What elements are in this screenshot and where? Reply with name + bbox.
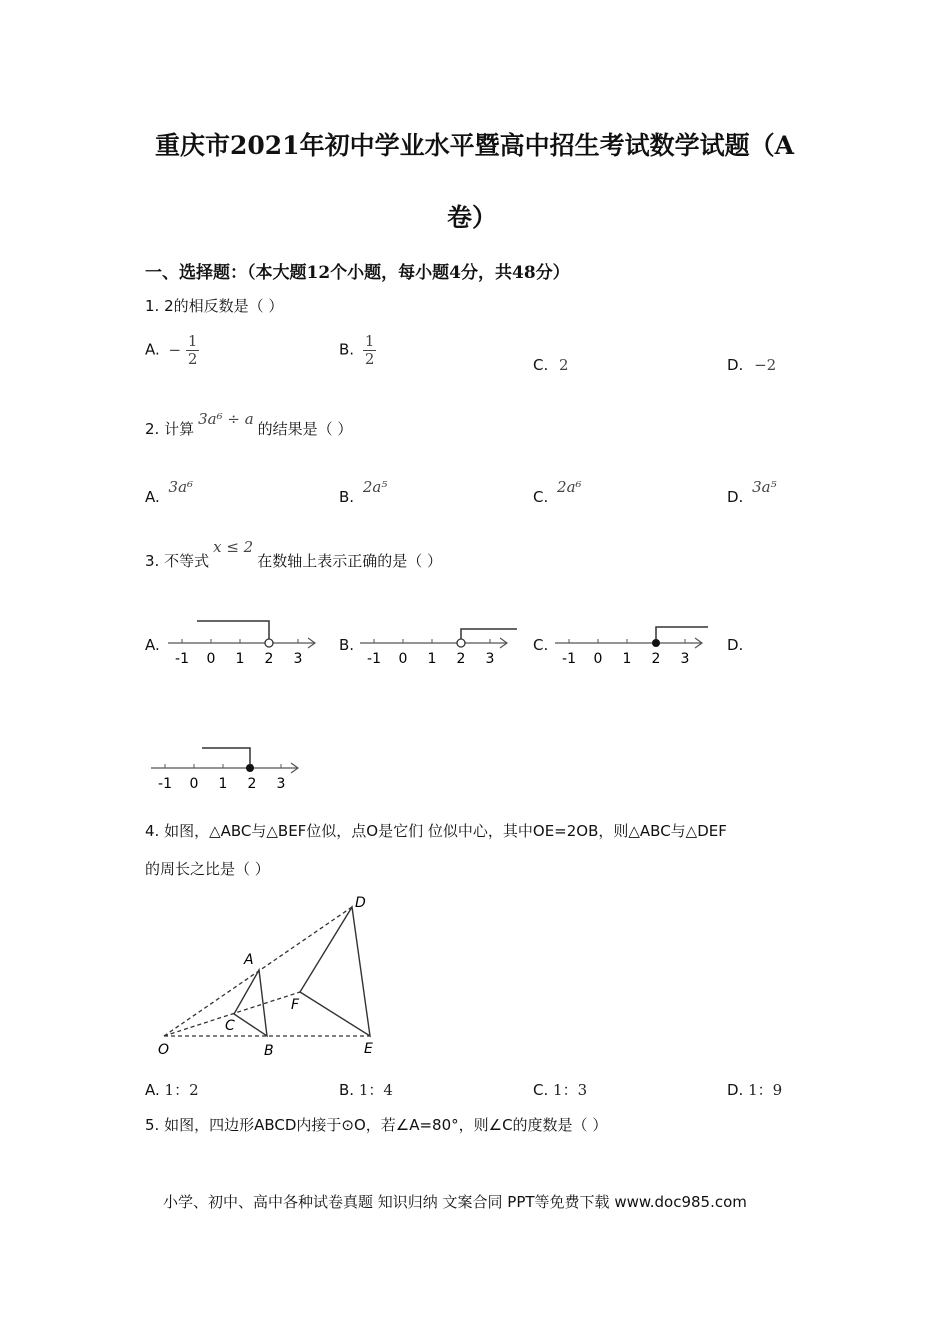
minus-sign: − bbox=[168, 340, 182, 359]
doc-title-line2: 卷） bbox=[447, 203, 498, 232]
doc-title-line1: 重庆市2021年初中学业水平暨高中招生考试数学试题（A bbox=[155, 131, 794, 160]
point-label-e: E bbox=[364, 1041, 373, 1057]
point-label-a: A bbox=[244, 952, 254, 968]
number-line-b bbox=[357, 615, 522, 670]
option-value: 3a⁵ bbox=[752, 478, 777, 496]
q2-option-a bbox=[145, 478, 194, 506]
question-1-stem: 1. 2的相反数是（ ） bbox=[145, 297, 284, 315]
tick-label: -1 bbox=[562, 651, 576, 667]
tick-label: -1 bbox=[367, 651, 381, 667]
tick-label: 1 bbox=[427, 651, 437, 667]
tick-label: 1 bbox=[235, 651, 245, 667]
option-value: −2 bbox=[754, 356, 777, 374]
q3-option-a-label: A. bbox=[145, 636, 160, 654]
option-label: B. bbox=[339, 340, 355, 359]
tick-label: -1 bbox=[158, 776, 172, 792]
q2-option-c bbox=[533, 478, 582, 506]
question-3-stem bbox=[145, 538, 442, 571]
similar-triangles-figure bbox=[150, 890, 390, 1065]
number-line-a bbox=[165, 615, 325, 670]
option-label: D. bbox=[727, 356, 744, 374]
option-value: 1：3 bbox=[553, 1081, 588, 1099]
option-label: C. bbox=[533, 488, 549, 506]
numerator: 1 bbox=[364, 332, 375, 350]
option-label: D. bbox=[727, 1081, 744, 1099]
q3-option-d-label: D. bbox=[727, 636, 744, 654]
closed-point bbox=[652, 639, 660, 647]
tick-label: 0 bbox=[189, 776, 199, 792]
question-5-stem: 5. 如图，四边形ABCD内接于⊙O，若∠A=80°，则∠C的度数是（ ） bbox=[145, 1116, 608, 1134]
q4-option-d bbox=[727, 1079, 782, 1100]
tick-label: 0 bbox=[593, 651, 603, 667]
option-label: C. bbox=[533, 356, 549, 374]
denominator: 2 bbox=[364, 349, 375, 368]
option-value: 1：4 bbox=[358, 1081, 393, 1099]
open-point bbox=[457, 639, 465, 647]
tick-label: 1 bbox=[622, 651, 632, 667]
option-label: A. bbox=[145, 488, 160, 506]
math-expression: x ≤ 2 bbox=[213, 538, 254, 556]
number-line-d bbox=[148, 740, 308, 795]
q1-option-b bbox=[339, 333, 376, 367]
open-point bbox=[265, 639, 273, 647]
q4-option-a bbox=[145, 1079, 199, 1100]
q1-option-c bbox=[533, 356, 569, 374]
option-value: 2a⁵ bbox=[362, 478, 388, 496]
denominator: 2 bbox=[187, 349, 198, 368]
option-value: 1：9 bbox=[748, 1081, 783, 1099]
fraction bbox=[363, 333, 377, 367]
question-4-stem-line2: 的周长之比是（ ） bbox=[145, 860, 270, 878]
option-label: A. bbox=[145, 1081, 160, 1099]
tick-label: 0 bbox=[398, 651, 408, 667]
tick-label: 3 bbox=[276, 776, 286, 792]
stem-text: 3. 不等式 bbox=[145, 552, 210, 570]
point-label-o: O bbox=[158, 1042, 170, 1058]
tick-label: 2 bbox=[651, 651, 661, 667]
q2-option-d bbox=[727, 478, 777, 506]
option-label: D. bbox=[727, 488, 744, 506]
q2-option-b bbox=[339, 478, 388, 506]
tick-label: 2 bbox=[456, 651, 466, 667]
stem-text: 2. 计算 bbox=[145, 420, 195, 438]
numerator: 1 bbox=[187, 332, 198, 350]
option-label: A. bbox=[145, 340, 160, 359]
option-value: 2a⁶ bbox=[557, 478, 582, 496]
question-4-stem-line1: 4. 如图，△ABC与△BEF位似，点O是它们 位似中心，其中OE=2OB，则△ABC与△DEF bbox=[145, 822, 727, 840]
option-value: 2 bbox=[559, 356, 569, 374]
q4-option-b bbox=[339, 1079, 393, 1100]
tick-label: 2 bbox=[247, 776, 257, 792]
point-label-c: C bbox=[225, 1018, 235, 1034]
q1-option-a bbox=[145, 333, 199, 367]
fraction bbox=[186, 333, 200, 367]
point-label-d: D bbox=[355, 895, 366, 911]
page-footer: 小学、初中、高中各种试卷真题 知识归纳 文案合同 PPT等免费下载 www.doc985.com bbox=[163, 1193, 747, 1211]
tick-label: 3 bbox=[485, 651, 495, 667]
closed-point bbox=[246, 764, 254, 772]
option-value: 3a⁶ bbox=[168, 478, 194, 496]
tick-label: -1 bbox=[175, 651, 189, 667]
number-line-c bbox=[552, 615, 717, 670]
question-2-stem bbox=[145, 410, 353, 439]
stem-text: 的结果是（ ） bbox=[257, 420, 353, 438]
q3-option-c-label: C. bbox=[533, 636, 549, 654]
math-expression: 3a⁶ ÷ a bbox=[198, 410, 254, 428]
q4-option-c bbox=[533, 1079, 587, 1100]
tick-label: 1 bbox=[218, 776, 228, 792]
tick-label: 3 bbox=[293, 651, 303, 667]
q1-option-d bbox=[727, 356, 776, 374]
q3-option-b-label: B. bbox=[339, 636, 355, 654]
option-label: C. bbox=[533, 1081, 549, 1099]
option-value: 1：2 bbox=[164, 1081, 199, 1099]
point-label-f: F bbox=[291, 997, 300, 1013]
section-heading: 一、选择题：（本大题12个小题，每小题4分，共48分） bbox=[145, 263, 570, 283]
option-label: B. bbox=[339, 1081, 355, 1099]
stem-text: 在数轴上表示正确的是（ ） bbox=[257, 552, 442, 570]
tick-label: 0 bbox=[206, 651, 216, 667]
tick-label: 2 bbox=[264, 651, 274, 667]
point-label-b: B bbox=[264, 1043, 274, 1059]
tick-label: 3 bbox=[680, 651, 690, 667]
option-label: B. bbox=[339, 488, 355, 506]
